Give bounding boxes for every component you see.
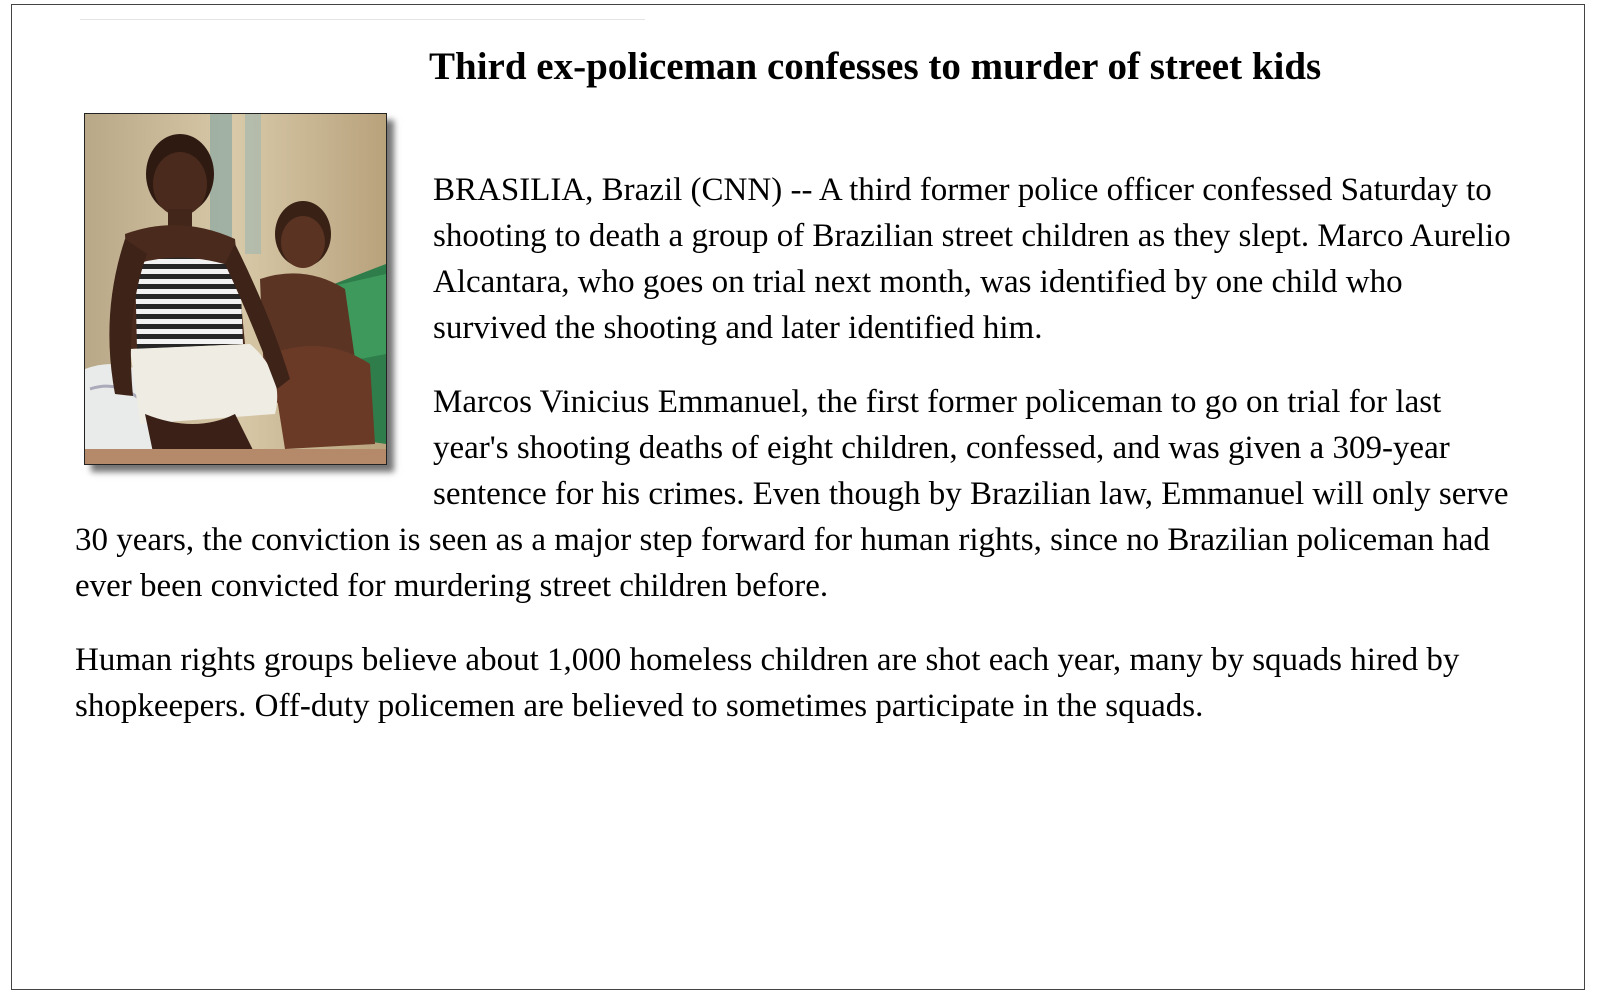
paragraph-3: Human rights groups believe about 1,000 homeless children are shot each year, many by squads hired by shopkeepers. Off-duty policemen are believed to sometimes participate in the squads. xyxy=(75,642,1460,724)
paragraph-1: BRASILIA, Brazil (CNN) -- A third former police officer confessed Saturday to shooting to death a group of Brazilian street children as they slept. Marco Aurelio Alcantara, who goes on trial next month, was identified by one child who survived the shooting and later identified him. xyxy=(433,172,1511,346)
headline: Third ex-policeman confesses to murder of street kids xyxy=(429,45,1322,88)
article-page xyxy=(11,4,1585,990)
top-divider xyxy=(80,19,645,20)
article-body xyxy=(75,167,1520,757)
street-children-illustration xyxy=(85,114,386,464)
news-photo xyxy=(84,113,387,465)
paragraph-2: Marcos Vinicius Emmanuel, the first former policeman to go on trial for last year's shooting deaths of eight children, confessed, and was given a 309-year sentence for his crimes. Even though by Brazilian law, Emmanuel will only serve 30 years, the conviction is seen as a major step forward for human rights, since no Brazilian policeman had ever been convicted for murdering street children before. xyxy=(75,384,1509,604)
